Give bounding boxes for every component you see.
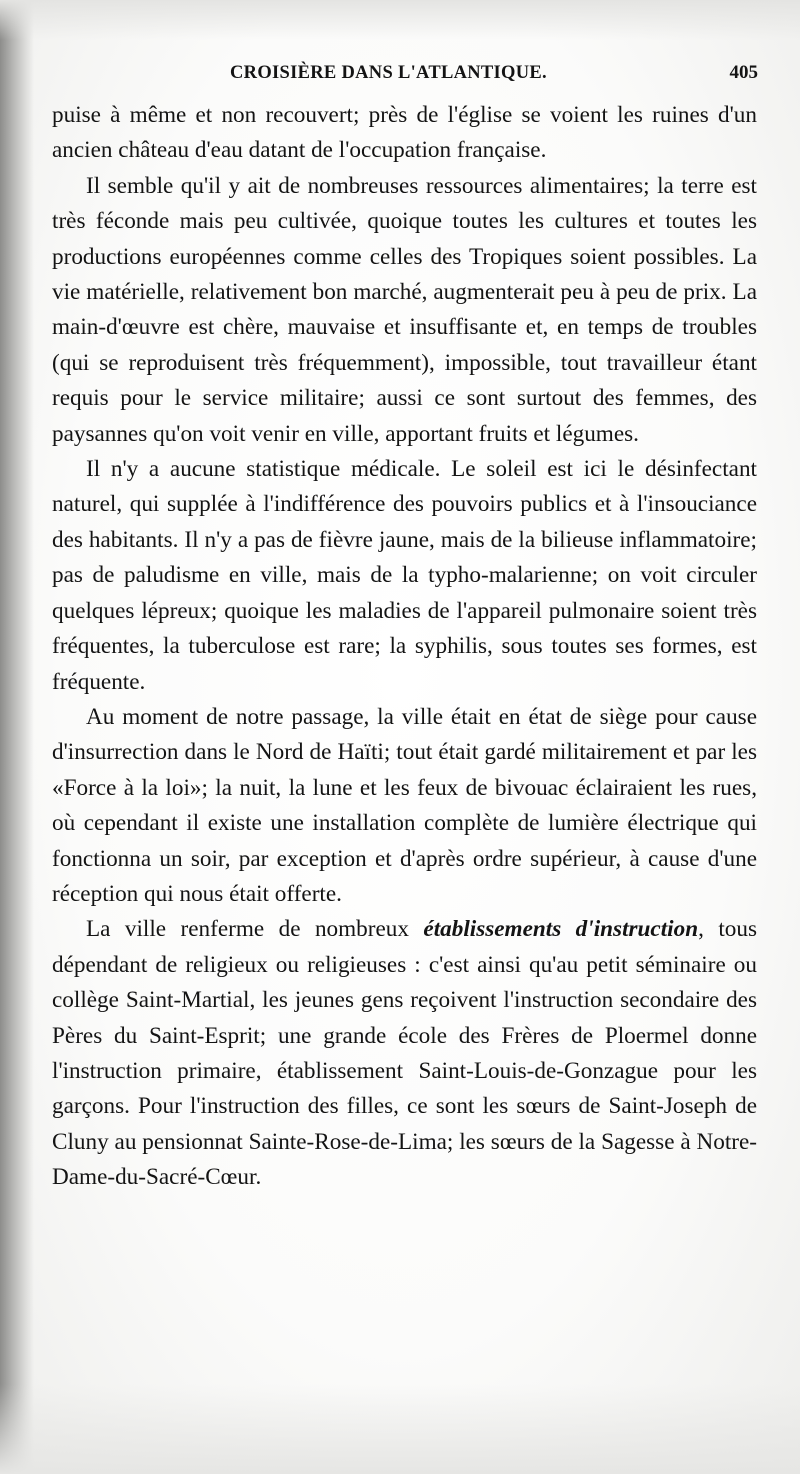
running-title: CROISIÈRE DANS L'ATLANTIQUE. — [230, 63, 547, 83]
page-bottom-shading — [0, 1384, 800, 1474]
page-number: 405 — [729, 62, 758, 83]
body-text — [52, 98, 757, 1196]
paragraph-5-emphasis: établissements d'instruction — [423, 916, 699, 943]
page-left-margin-shadow — [0, 0, 34, 1474]
paragraph-5-start: La ville renferme de nombreux — [86, 916, 424, 943]
paragraph-3: Il n'y a aucune statistique médicale. Le soleil est ici le désinfectant naturel, qui supplée à l'indifférence des pouvoirs publics et à l'insouciance des habitants. Il n'y a pas de fièvre jaune, mais de la bilieuse inflammatoire; pas de paludisme en ville, mais de la typho-malarienne; on voit circuler quelques lépreux; quoique les maladies de l'appareil pulmonaire soient très fréquentes, la tuberculose est rare; la syphilis, sous toutes ses formes, est fréquente. — [52, 456, 757, 695]
paragraph-1: puise à même et non recouvert; près de l'église se voient les ruines d'un ancien château d'eau datant de l'occupation française. — [52, 102, 757, 164]
page-top-shading — [0, 0, 800, 40]
paragraph-2: Il semble qu'il y ait de nombreuses ressources alimentaires; la terre est très féconde mais peu cultivée, quoique toutes les cultures et toutes les productions européennes comme celles des Tropiques soient possibles. La vie matérielle, relativement bon marché, augmenterait peu à peu de prix. La main-d'œuvre est chère, mauvaise et insuffisante et, en temps de troubles (qui se reproduisent très fréquemment), impossible, tout travailleur étant requis pour le service militaire; aussi ce sont surtout des femmes, des paysannes qu'on voit venir en ville, apportant fruits et légumes. — [52, 172, 757, 447]
paragraph-5-end: , tous dépendant de religieux ou religieuses : c'est ainsi qu'au petit séminaire ou collège Saint-Martial, les jeunes gens reçoivent l'instruction secondaire des Pères du Saint-Esprit; une grande école des Frères de Ploermel donne l'instruction primaire, établissement Saint-Louis-de-Gonzague pour les garçons. Pour l'instruction des filles, ce sont les sœurs de Saint-Joseph de Cluny au pensionnat Sainte-Rose-de-Lima; les sœurs de la Sagesse à Notre-Dame-du-Sacré-Cœur. — [52, 916, 757, 1191]
paragraph-5 — [52, 912, 757, 1195]
paragraph-4: Au moment de notre passage, la ville était en état de siège pour cause d'insurrection dans le Nord de Haïti; tout était gardé militairement et par les «Force à la loi»; la nuit, la lune et les feux de bivouac éclairaient les rues, où cependant il existe une installation complète de lumière électrique qui fonctionna un soir, par exception et d'après ordre supérieur, à cause d'une réception qui nous était offerte. — [52, 703, 757, 907]
page-header — [52, 58, 758, 88]
